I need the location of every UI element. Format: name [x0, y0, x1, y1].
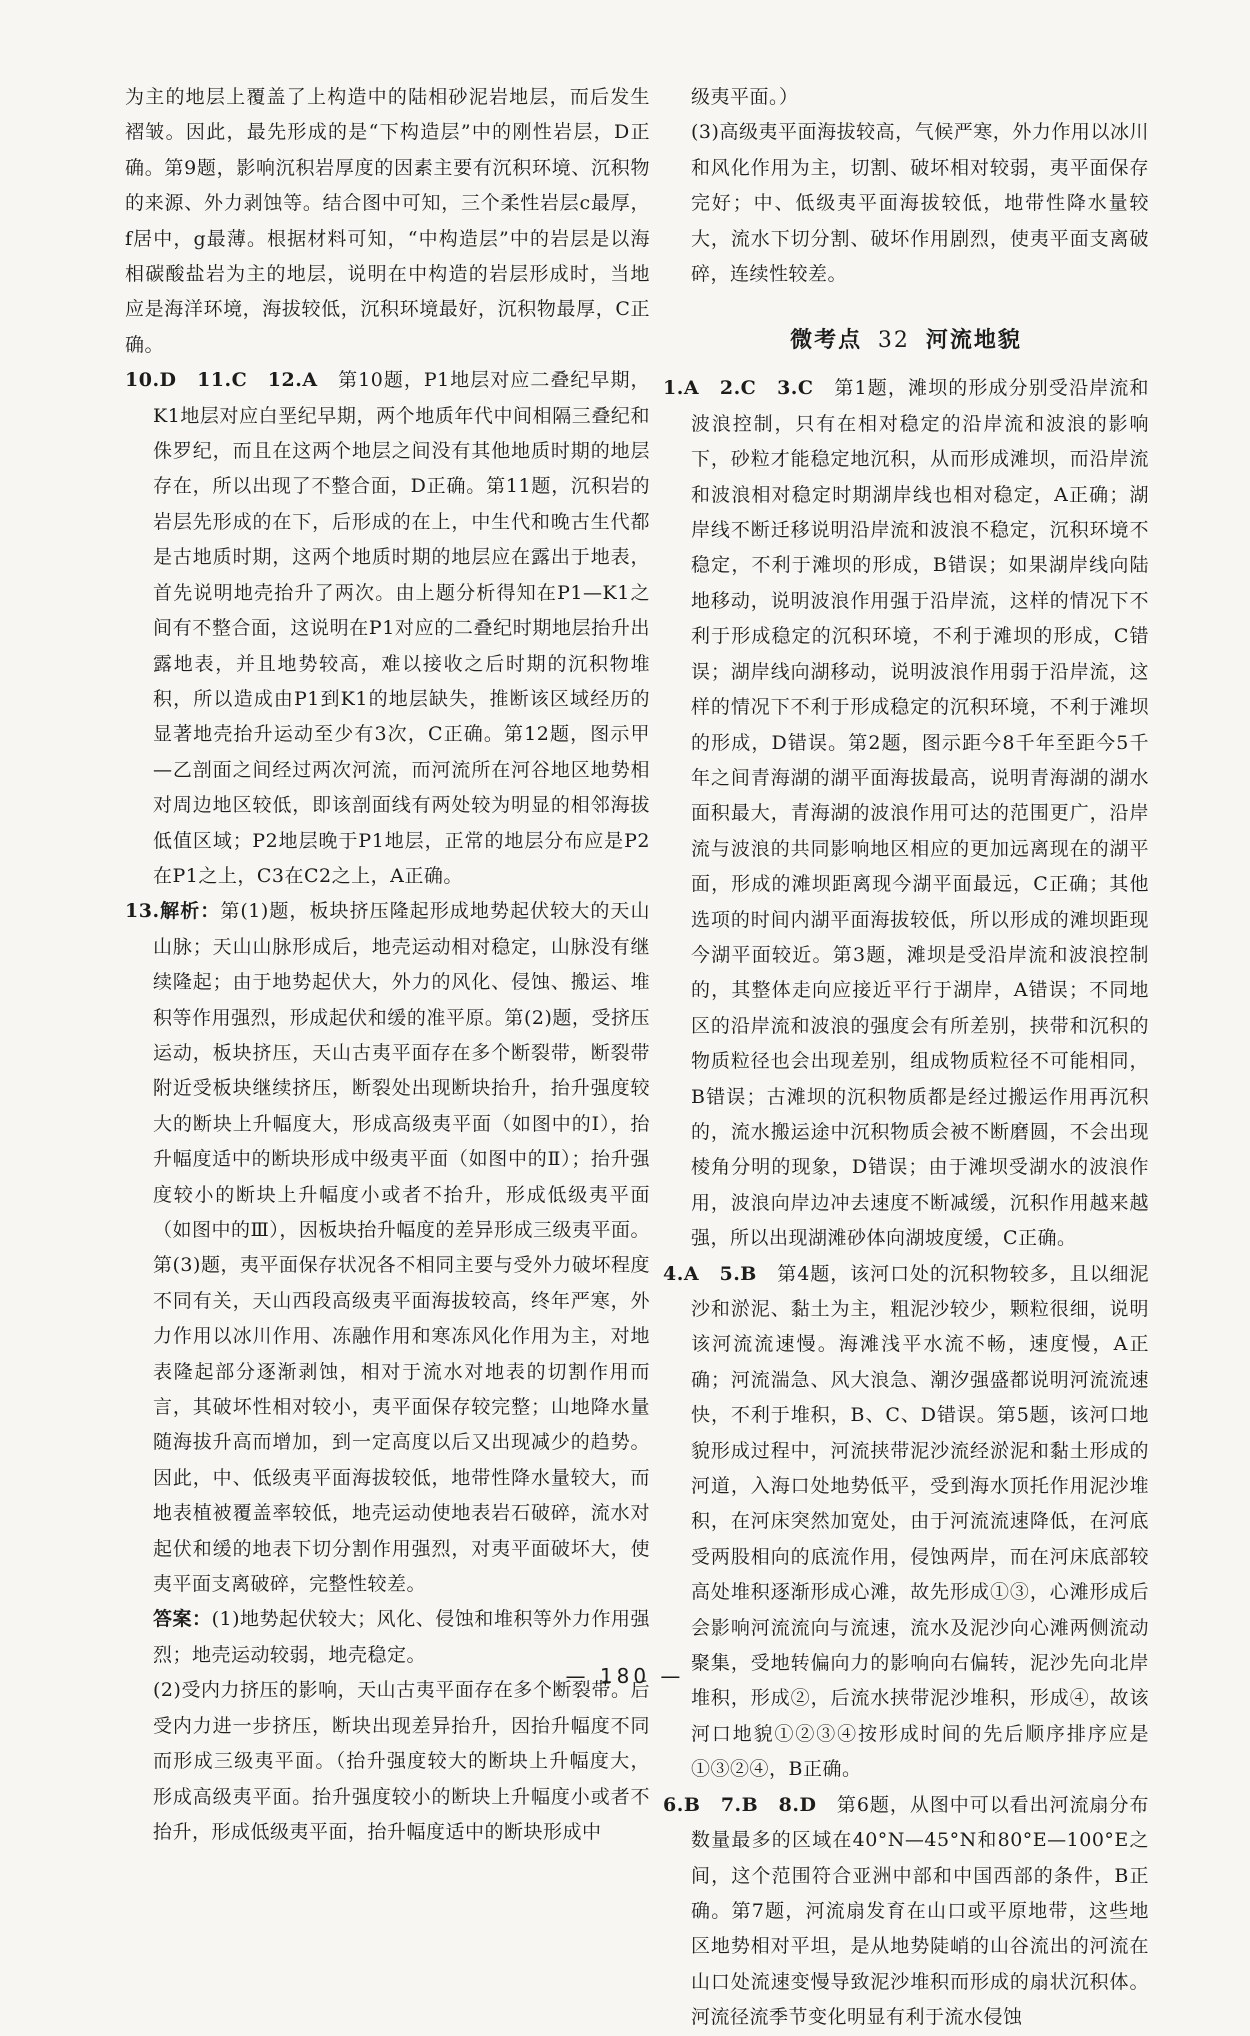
- left-continuation-paragraph: 为主的地层上覆盖了上构造中的陆相砂泥岩地层，而后发生褶皱。因此，最先形成的是“下构造层”中的刚性岩层，D正确。第9题，影响沉积岩厚度的因素主要有沉积环境、沉积物的来源、外力剥蚀等。结合图中可知，三个柔性岩层c最厚，f居中，g最薄。根据材料可知，“中构造层”中的岩层是以海相碳酸盐岩为主的地层，说明在中构造的岩层形成时，当地应是海洋环境，海拔较低，沉积环境最好，沉积物最厚，C正确。: [125, 86, 650, 356]
- left-column: [125, 80, 650, 1850]
- question-1-3-explanation: 第1题，滩坝的形成分别受沿岸流和波浪控制，只有在相对稳定的沿岸流和波浪的影响下，砂粒才能稳定地沉积，从而形成滩坝，而沿岸流和波浪相对稳定时期湖岸线也相对稳定，A正确；湖岸线不断迁移说明沿岸流和波浪不稳定，沉积环境不稳定，不利于滩坝的形成，B错误；如果湖岸线向陆地移动，说明波浪作用强于沿岸流，这样的情况下不利于形成稳定的沉积环境，不利于滩坝的形成，C错误；湖岸线向湖移动，说明波浪作用弱于沿岸流，这样的情况下不利于形成稳定的沉积环境，不利于滩坝的形成，D错误。第2题，图示距今8千年至距今5千年之间青海湖的湖平面海拔最高，说明青海湖的湖水面积最大，青海湖的波浪作用可达的范围更广，沿岸流与波浪的共同影响地区相应的更加远离现在的湖平面，形成的滩坝距离现今湖平面最远，C正确；其他选项的时间内湖平面海拔较低，所以形成的滩坝距现今湖平面较近。第3题，滩坝是受沿岸流和波浪控制的，其整体走向应接近平行于湖岸，A错误；不同地区的沿岸流和波浪的强度会有所差别，挟带和沉积的物质粒径也会出现差别，组成物质粒径不可能相同，B错误；古滩坝的沉积物质都是经过搬运作用再沉积的，流水搬运途中沉积物质会被不断磨圆，不会出现棱角分明的现象，D错误；由于滩坝受湖水的波浪作用，波浪向岸边冲去速度不断减缓，沉积作用越来越强，所以出现湖滩砂体向湖坡度缓，C正确。: [691, 377, 1149, 1250]
- question-6-8-answers: 6.B 7.B 8.D: [663, 1793, 817, 1816]
- question-6-8: [663, 1788, 1149, 2036]
- answer-2: (2)受内力挤压的影响，天山古夷平面存在多个断裂带。后受内力进一步挤压，断块出现差异抬升，因抬升幅度不同而形成三级夷平面。（抬升强度较大的断块上升幅度大，形成高级夷平面。抬升强度较小的断块上升幅度小或者不抬升，形成低级夷平面，抬升幅度适中的断块形成中: [153, 1679, 650, 1843]
- question-1-3: [663, 371, 1149, 1256]
- question-13: [125, 894, 650, 1602]
- right-column: [663, 80, 1149, 2036]
- right-continuation: 级夷平面。）: [691, 86, 799, 108]
- question-10-12-answers: 10.D 11.C 12.A: [125, 369, 318, 392]
- question-4-5-answers: 4.A 5.B: [663, 1262, 757, 1285]
- question-10-12-explanation: 第10题，P1地层对应二叠纪早期，K1地层对应白垩纪早期，两个地质年代中间相隔三叠纪和侏罗纪，而且在这两个地层之间没有其他地质时期的地层存在，所以出现了不整合面，D正确。第11题，沉积岩的岩层先形成的在下，后形成的在上，中生代和晚古生代都是古地质时期，这两个地质时期的地层应在露出于地表，首先说明地壳抬升了两次。由上题分析得知在P1—K1之间有不整合面，这说明在P1对应的二叠纪时期地层抬升出露地表，并且地势较高，难以接收之后时期的沉积物堆积，所以造成由P1到K1的地层缺失，推断该区域经历的显著地壳抬升运动至少有3次，C正确。第12题，图示甲—乙剖面之间经过两次河流，而河流所在河谷地区地势相对周边地区较低，即该剖面线有两处较为明显的相邻海拔低值区域；P2地层晚于P1地层，正常的地层分布应是P2在P1之上，C3在C2之上，A正确。: [153, 369, 650, 887]
- question-13-number: 13.: [125, 900, 160, 923]
- section-heading: [663, 320, 1149, 361]
- page-number: — 180 —: [565, 1664, 685, 1688]
- section-prefix: 微考点: [790, 327, 863, 354]
- question-6-8-explanation: 第6题，从图中可以看出河流扇分布数量最多的区域在40°N—45°N和80°E—100°E之间，这个范围符合亚洲中部和中国西部的条件，B正确。第7题，河流扇发育在山口或平原地带，这些地区地势相对平坦，是从地势陡峭的山谷流出的河流在山口处流速变慢导致泥沙堆积而形成的扇状沉积体。河流径流季节变化明显有利于流水侵蚀: [691, 1793, 1149, 2029]
- section-title: 河流地貌: [925, 327, 1022, 354]
- answer-1: (1)地势起伏较大；风化、侵蚀和堆积等外力作用强烈；地壳运动较弱，地壳稳定。: [153, 1608, 650, 1666]
- analysis-label: 解析：: [159, 900, 221, 923]
- question-4-5-explanation: 第4题，该河口处的沉积物较多，且以细泥沙和淤泥、黏土为主，粗泥沙较少，颗粒很细，说明该河流流速慢。海滩浅平水流不畅，速度慢，A正确；河流湍急、风大浪急、潮汐强盛都说明河流流速快，不利于堆积，B、C、D错误。第5题，该河口地貌形成过程中，河流挟带泥沙流经淤泥和黏土形成的河道，入海口处地势低平，受到海水顶托作用泥沙堆积，在河床突然加宽处，由于河流流速降低，在河底受两股相向的底流作用，侵蚀两岸，而在河床底部较高处堆积逐渐形成心滩，故先形成①③，心滩形成后会影响河流流向与流速，流水及泥沙向心滩两侧流动聚集，受地转偏向力的影响向右偏转，泥沙先向北岸堆积，形成②，后流水挟带泥沙堆积，形成④，故该河口地貌①②③④按形成时间的先后顺序排序应是①③②④，B正确。: [691, 1262, 1149, 1781]
- answer-label: 答案：: [153, 1608, 212, 1631]
- question-4-5: [663, 1257, 1149, 1788]
- question-13-analysis: 第(1)题，板块挤压隆起形成地势起伏较大的天山山脉；天山山脉形成后，地壳运动相对稳定，山脉没有继续隆起；由于地势起伏大，外力的风化、侵蚀、搬运、堆积等作用强烈，形成起伏和缓的准平原。第(2)题，受挤压运动，板块挤压，天山古夷平面存在多个断裂带，断裂带附近受板块继续挤压，断裂处出现断块抬升，抬升强度较大的断块上升幅度大，形成高级夷平面（如图中的Ⅰ），抬升幅度适中的断块形成中级夷平面（如图中的Ⅱ）；抬升强度较小的断块上升幅度小或者不抬升，形成低级夷平面（如图中的Ⅲ），因板块抬升幅度的差异形成三级夷平面。第(3)题，夷平面保存状况各不相同主要与受外力破坏程度不同有关，天山西段高级夷平面海拔较高，终年严寒，外力作用以冰川作用、冻融作用和寒冻风化作用为主，对地表隆起部分逐渐剥蚀，相对于流水对地表的切割作用而言，其破坏性相对较小，夷平面保存较完整；山地降水量随海拔升高而增加，到一定高度以后又出现减少的趋势。因此，中、低级夷平面海拔较低，地带性降水量较大，而地表植被覆盖率较低，地壳运动使地表岩石破碎，流水对起伏和缓的地表下切分割作用强烈，对夷平面破坏大，使夷平面支离破碎，完整性较差。: [153, 900, 650, 1596]
- answer-3: (3)高级夷平面海拔较高，气候严寒，外力作用以冰川和风化作用为主，切割、破坏相对较弱，夷平面保存完好；中、低级夷平面海拔较低，地带性降水量较大，流水下切分割、破坏作用剧烈，使夷平面支离破碎，连续性较差。: [691, 121, 1149, 286]
- answer-block: [125, 1602, 650, 1673]
- question-1-3-answers: 1.A 2.C 3.C: [663, 377, 814, 400]
- section-number: 32: [877, 328, 910, 354]
- question-10-12: [125, 363, 650, 894]
